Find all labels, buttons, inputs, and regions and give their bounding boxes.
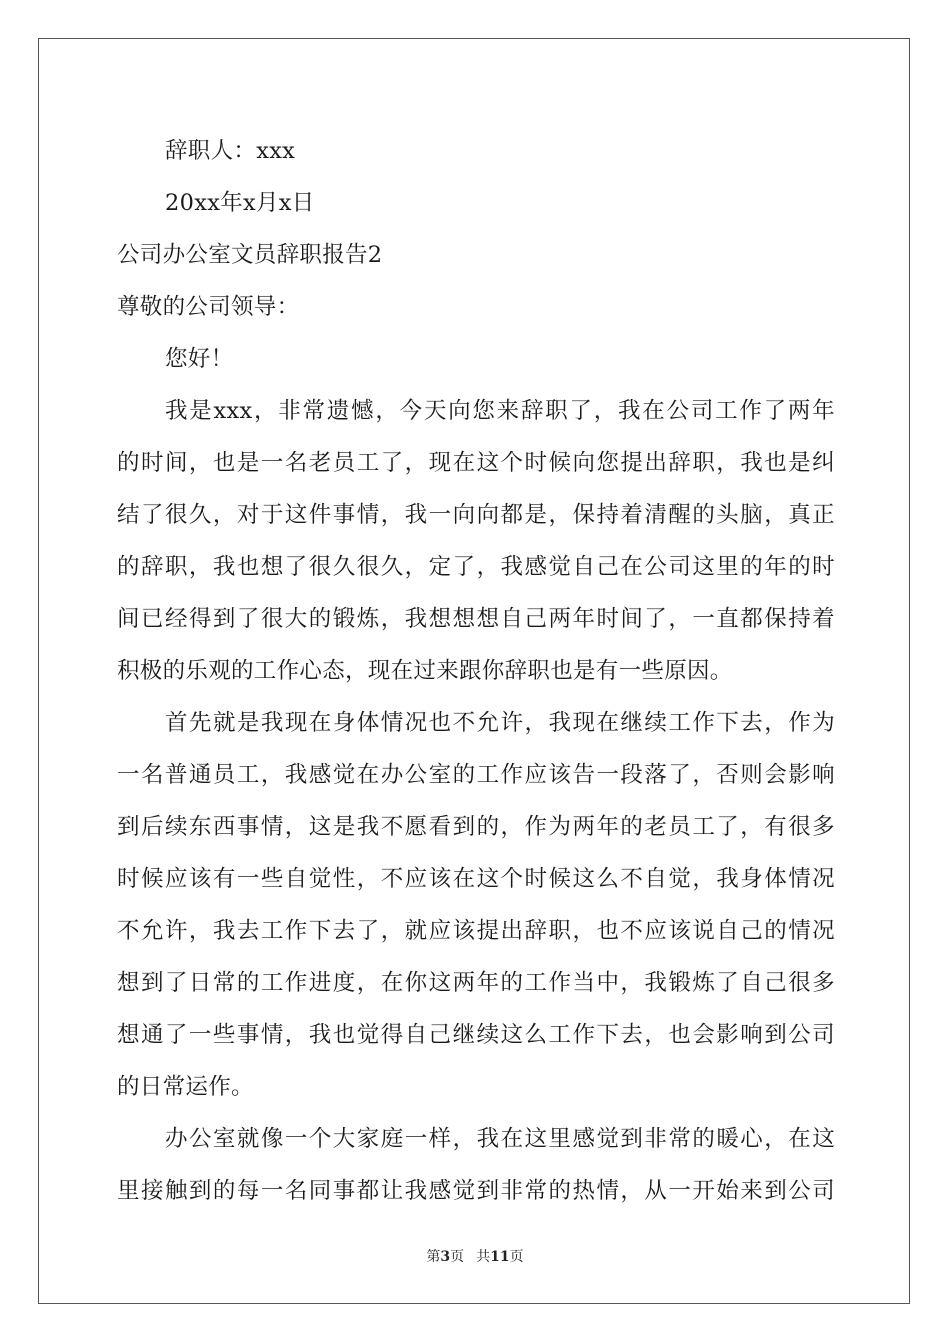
page-footer [0,1246,950,1266]
total-prefix: 共 [476,1249,491,1265]
page-number: 3 [440,1249,451,1265]
paragraph-3 [117,1113,835,1217]
paragraph-line: 时候应该有一些自觉性，不应该在这个时候这么不自觉，我身体情况 [117,866,835,892]
paragraph-line: 首先就是我现在身体情况也不允许，我现在继续工作下去，作为 [165,710,835,736]
paragraph-line: 的时间，也是一名老员工了，现在这个时候向您提出辞职，我也是纠 [117,450,835,476]
salutation: 尊敬的公司领导： [117,294,300,320]
paragraph-line: 里接触到的每一名同事都让我感觉到非常的热情，从一开始来到公司 [117,1178,835,1204]
paragraph-line: 一名普通员工，我感觉在办公室的工作应该告一段落了，否则会影响 [117,762,835,788]
paragraph-line: 办公室就像一个大家庭一样，我在这里感觉到非常的暖心，在这 [165,1126,835,1152]
total-pages: 11 [490,1249,510,1265]
document-title: 公司办公室文员辞职报告2 [117,242,383,268]
paragraph-line: 到后续东西事情，这是我不愿看到的，作为两年的老员工了，有很多 [117,814,835,840]
paragraph-2 [117,697,835,1113]
page-prefix: 第 [426,1249,441,1265]
document-body [117,125,835,1217]
paragraph-line: 结了很久，对于这件事情，我一向向都是，保持着清醒的头脑，真正 [117,502,835,528]
paragraph-line: 想通了一些事情，我也觉得自己继续这么工作下去，也会影响到公司 [117,1022,835,1048]
paragraph-line: 我是xxx，非常遗憾，今天向您来辞职了，我在公司工作了两年 [165,398,835,424]
total-suffix: 页 [509,1249,524,1265]
paragraph-line: 间已经得到了很大的锻炼，我想想想自己两年时间了，一直都保持着 [117,606,835,632]
paragraph-line: 的辞职，我也想了很久很久，定了，我感觉自己在公司这里的年的时 [117,554,835,580]
greeting: 您好！ [165,346,234,372]
page-suffix: 页 [450,1249,465,1265]
date-line: 20xx年x月x日 [165,190,315,216]
resigner-line: 辞职人：xxx [165,138,296,164]
paragraph-line: 不允许，我去工作下去了，就应该提出辞职，也不应该说自己的情况 [117,918,835,944]
paragraph-line: 积极的乐观的工作心态，现在过来跟你辞职也是有一些原因。 [117,658,733,684]
paragraph-line: 的日常运作。 [117,1074,254,1100]
paragraph-line: 想到了日常的工作进度，在你这两年的工作当中，我锻炼了自己很多 [117,970,835,996]
paragraph-1 [117,385,835,697]
